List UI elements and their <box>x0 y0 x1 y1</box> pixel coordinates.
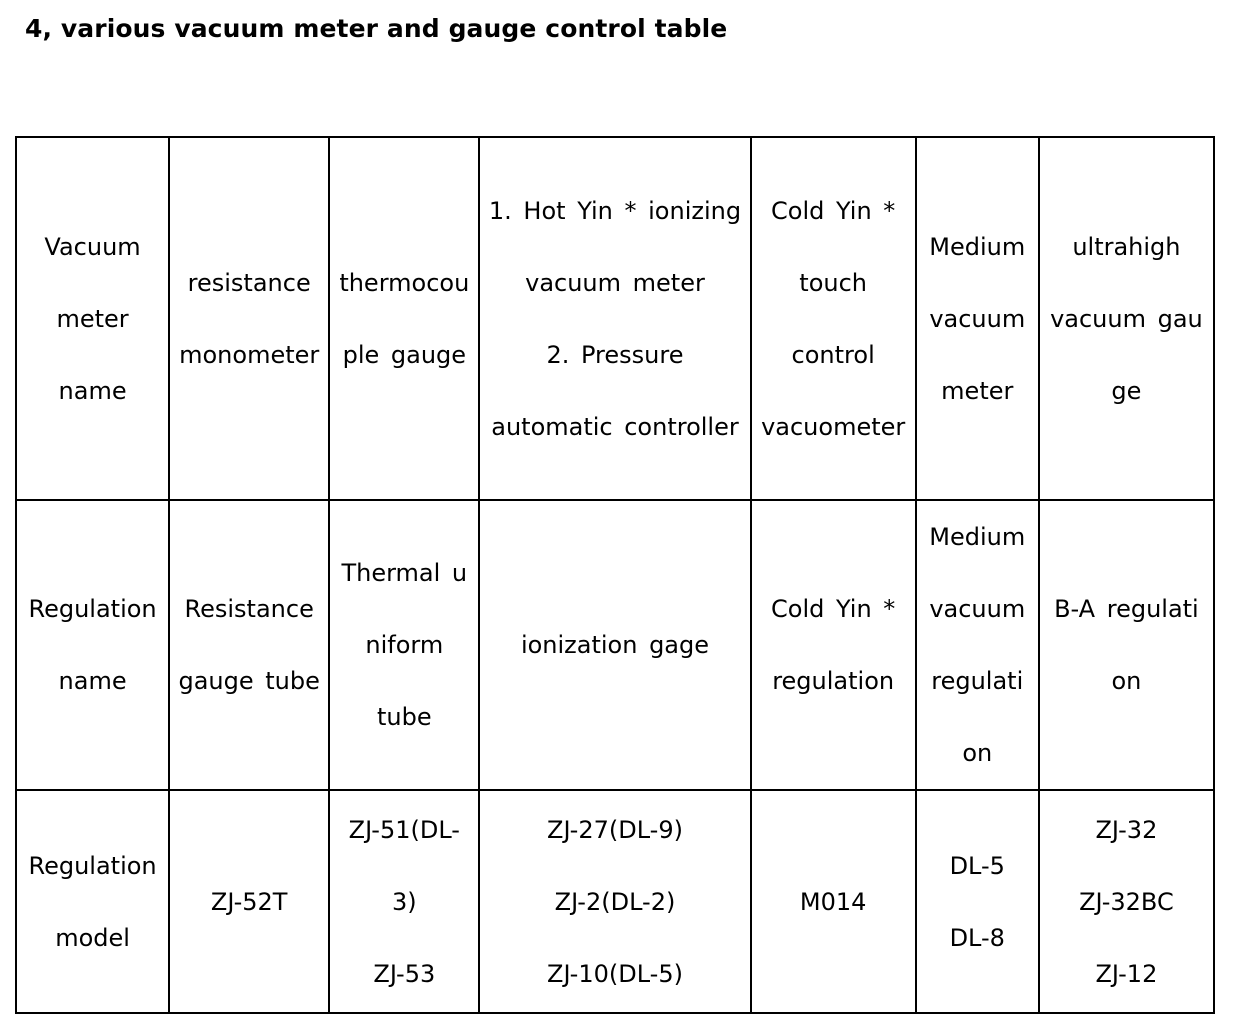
table-cell <box>329 500 479 790</box>
table-row <box>16 137 1214 500</box>
cell-text-line: meter <box>56 304 129 333</box>
cell-text-line: automatic controller <box>491 412 739 441</box>
table-cell <box>916 790 1039 1013</box>
cell-text-line: vacuum <box>929 304 1026 333</box>
cell-text-line: Resistance <box>184 595 314 623</box>
cell-text-line: gauge tube <box>178 667 320 695</box>
table-row <box>16 790 1214 1013</box>
cell-text-line: vacuum gau <box>1050 304 1203 333</box>
cell-text-line: ZJ-27(DL-9) <box>547 815 683 844</box>
cell-text-line: Regulation <box>28 851 157 880</box>
cell-text-line: ZJ-12 <box>1095 959 1158 988</box>
table-cell <box>1039 500 1214 790</box>
row-header-cell <box>16 137 169 500</box>
cell-text-line: resistance <box>187 268 311 297</box>
cell-text-line: Medium <box>929 523 1026 551</box>
row-header-cell <box>16 500 169 790</box>
cell-text-line: ZJ-53 <box>373 959 436 988</box>
table-cell <box>1039 137 1214 500</box>
cell-text-line: ZJ-10(DL-5) <box>547 959 683 988</box>
cell-text-line: control <box>791 340 875 369</box>
table-cell <box>479 500 750 790</box>
cell-text-line: 3) <box>391 887 417 916</box>
table-cell <box>329 137 479 500</box>
cell-text-line: ultrahigh <box>1072 232 1181 261</box>
cell-text-line: name <box>58 667 127 695</box>
cell-text-line: ZJ-32 <box>1095 815 1158 844</box>
table-cell <box>916 500 1039 790</box>
table-cell <box>169 790 329 1013</box>
table-cell <box>751 790 916 1013</box>
cell-text-line: Cold Yin * <box>771 196 896 225</box>
cell-text-line: vacuum <box>929 595 1026 623</box>
cell-text-line: ZJ-2(DL-2) <box>554 887 676 916</box>
cell-text-line: Medium <box>929 232 1026 261</box>
table-cell <box>479 137 750 500</box>
cell-text-line: ge <box>1111 376 1142 405</box>
cell-text-line: model <box>55 923 130 952</box>
cell-text-line: B-A regulati <box>1054 595 1199 623</box>
cell-text-line: 2. Pressure <box>546 340 684 369</box>
table-cell <box>916 137 1039 500</box>
cell-text-line: regulati <box>931 667 1024 695</box>
cell-text-line: name <box>58 376 127 405</box>
cell-text-line: ionization gage <box>520 631 710 659</box>
cell-text-line: Vacuum <box>44 232 141 261</box>
vacuum-gauge-control-table <box>15 136 1215 1014</box>
cell-text-line: regulation <box>772 667 895 695</box>
cell-text-line: ZJ-32BC <box>1079 887 1174 916</box>
cell-text-line: meter <box>941 376 1014 405</box>
table-cell <box>751 500 916 790</box>
table-row <box>16 500 1214 790</box>
cell-text-line: on <box>962 739 993 767</box>
table-cell <box>329 790 479 1013</box>
cell-text-line: touch <box>799 268 868 297</box>
table-cell <box>169 500 329 790</box>
table-cell <box>751 137 916 500</box>
table-cell <box>1039 790 1214 1013</box>
cell-text-line: thermocou <box>339 268 470 297</box>
row-header-cell <box>16 790 169 1013</box>
table-cell <box>169 137 329 500</box>
cell-text-line: monometer <box>179 340 320 369</box>
cell-text-line: niform <box>365 631 444 659</box>
cell-text-line: 1. Hot Yin * ionizing <box>488 196 742 225</box>
cell-text-line: Cold Yin * <box>771 595 896 623</box>
cell-text-line: on <box>1111 667 1142 695</box>
table-cell <box>479 790 750 1013</box>
cell-text-line: vacuometer <box>761 412 906 441</box>
cell-text-line: vacuum meter <box>525 268 705 297</box>
cell-text-line: Thermal u <box>341 559 468 587</box>
cell-text-line: DL-5 <box>949 851 1005 880</box>
page-title: 4, various vacuum meter and gauge control table <box>25 14 728 43</box>
cell-text-line: ZJ-52T <box>210 887 288 916</box>
cell-text-line: DL-8 <box>949 923 1005 952</box>
cell-text-line: tube <box>377 703 432 731</box>
cell-text-line: M014 <box>799 887 867 916</box>
cell-text-line: Regulation <box>28 595 157 623</box>
cell-text-line: ple gauge <box>342 340 467 369</box>
cell-text-line: ZJ-51(DL- <box>348 815 460 844</box>
